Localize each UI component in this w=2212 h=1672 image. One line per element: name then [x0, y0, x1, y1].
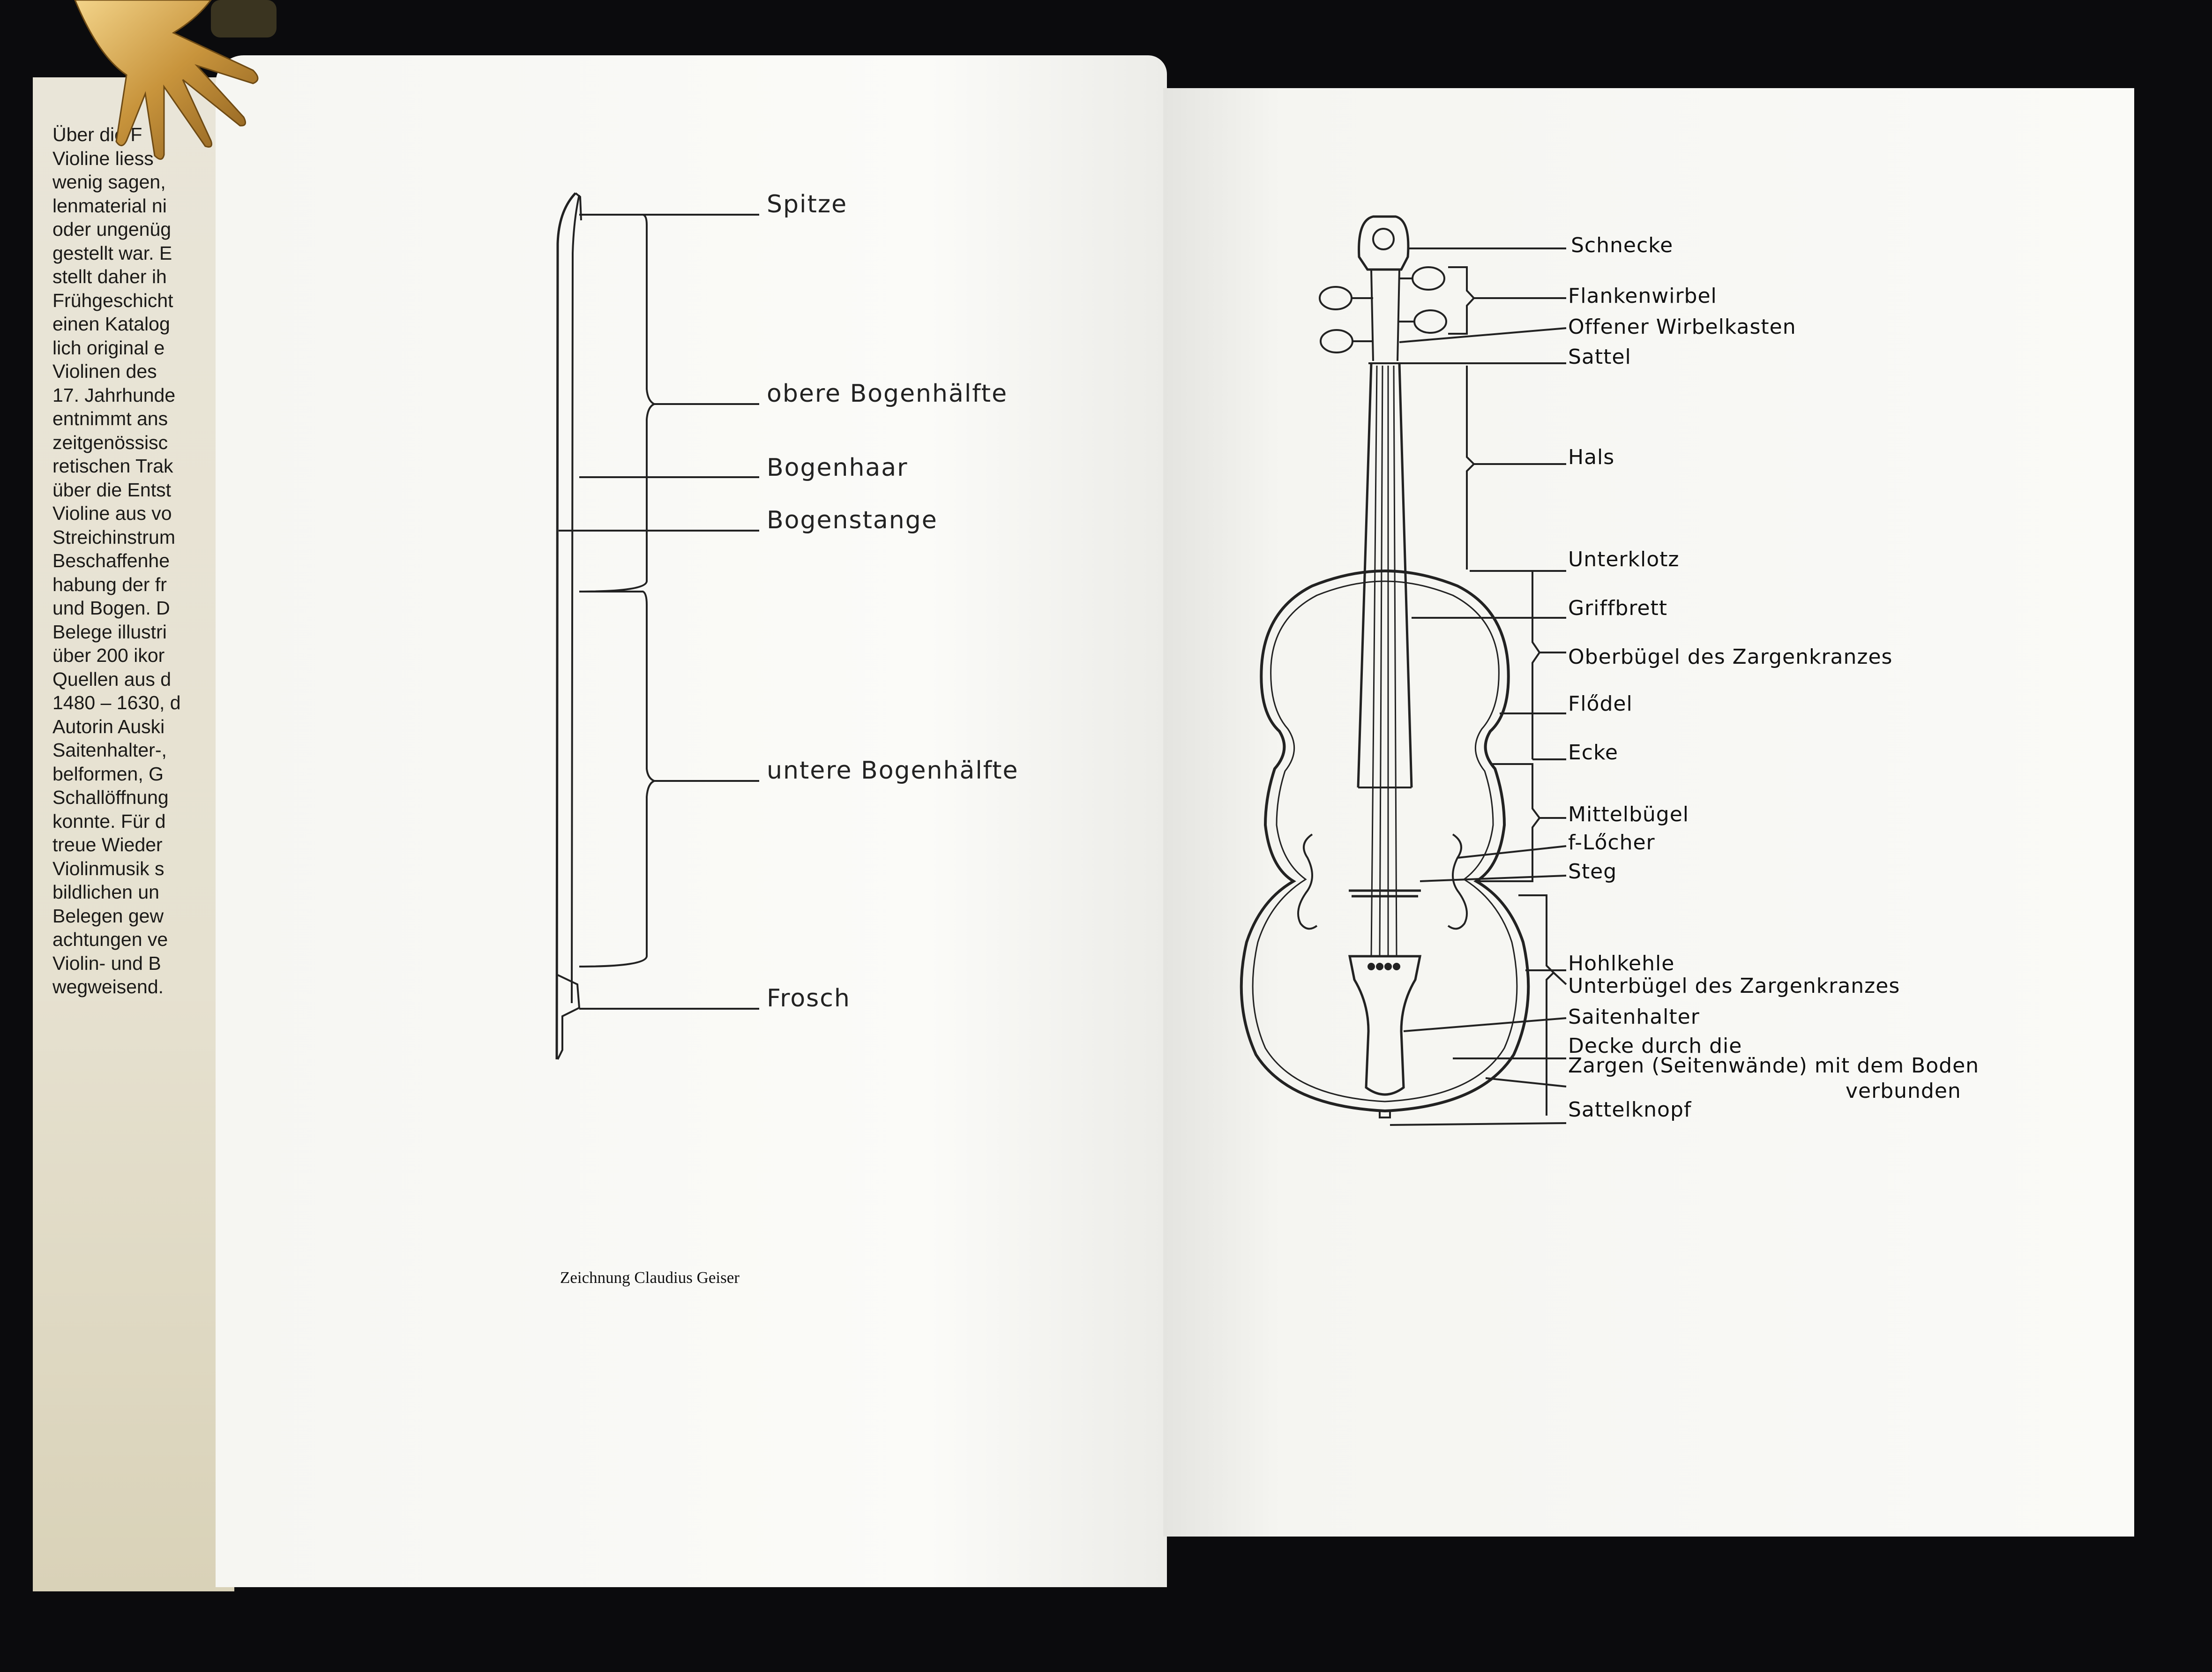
label-floedel: Flődel — [1568, 692, 1633, 716]
label-unterklotz: Unterklotz — [1568, 547, 1680, 571]
bow-bracket-lower — [579, 592, 654, 967]
back-text-line: gestellt war. E — [52, 242, 172, 264]
back-text-line: Belegen gew — [52, 905, 164, 927]
back-text-line: Violinmusik s — [52, 857, 164, 879]
back-text-line: und Bogen. D — [52, 597, 170, 619]
bow-bracket-upper — [579, 215, 654, 592]
back-text-line: Violinen des — [52, 360, 157, 382]
back-text-line: lenmaterial ni — [52, 195, 167, 217]
back-text-line: habung der fr — [52, 573, 167, 595]
label-sattel: Sattel — [1568, 345, 1631, 369]
back-text-line: Violin- und B — [52, 952, 161, 974]
label-offener-wirbelkasten: Offener Wirbelkasten — [1568, 315, 1796, 339]
violin-tailpiece — [1350, 956, 1420, 1095]
bow-frog — [558, 975, 579, 1059]
back-text-line: Frühgeschicht — [52, 289, 173, 311]
back-text-line: Belege illustri — [52, 621, 167, 643]
violin-f-hole-left — [1298, 834, 1317, 929]
back-text-line: retischen Trak — [52, 455, 173, 477]
back-text-line: lich original e — [52, 337, 165, 359]
back-text-line: treue Wieder — [52, 834, 163, 855]
label-sattelknopf: Sattelknopf — [1568, 1098, 1692, 1122]
back-text-line: oder ungenüg — [52, 218, 172, 240]
back-text-line: über 200 ikor — [52, 645, 165, 666]
label-zargen: Zargen (Seitenwände) mit dem Boden — [1568, 1054, 1980, 1078]
back-text-line: Violine aus vo — [52, 502, 172, 524]
violin-purfling — [1253, 581, 1517, 1102]
label-unterbuegel: Unterbügel des Zargenkranzes — [1568, 974, 1900, 998]
back-text-line: über die Entst — [52, 479, 171, 501]
label-mittelbuegel: Mittelbügel — [1568, 802, 1689, 826]
label-schnecke: Schnecke — [1571, 233, 1674, 257]
back-text-line: Violine liess — [52, 147, 154, 169]
back-text-line: achtungen ve — [52, 929, 168, 950]
label-hals: Hals — [1568, 445, 1615, 469]
back-text-line: wegweisend. — [52, 976, 164, 997]
back-text-line: Quellen aus d — [52, 668, 172, 690]
back-text-line: stellt daher ih — [52, 266, 167, 287]
label-griffbrett: Griffbrett — [1568, 596, 1668, 620]
violin-scroll-eye — [1373, 229, 1394, 249]
back-text-line: Autorin Auski — [52, 715, 165, 737]
violin-body — [1241, 571, 1529, 1111]
back-text-line: Über die F — [52, 124, 142, 145]
label-ecke: Ecke — [1568, 741, 1618, 765]
back-text-line: einen Katalog — [52, 313, 170, 335]
label-decke: Decke durch die — [1568, 1034, 1742, 1058]
back-text-line: wenig sagen, — [52, 171, 166, 193]
back-text-line: Schallöffnung — [52, 787, 169, 808]
label-spitze: Spitze — [767, 190, 848, 218]
violin-f-hole-right — [1448, 834, 1467, 929]
label-oberbuegel: Oberbügel des Zargenkranzes — [1568, 645, 1893, 669]
back-text-line: 17. Jahrhunde — [52, 384, 176, 406]
label-untere-bogenhaelfte: untere Bogenhälfte — [767, 757, 1019, 785]
label-f-loecher: f-Lőcher — [1568, 831, 1655, 855]
back-text-line: Saitenhalter-, — [52, 739, 167, 761]
back-text-line: konnte. Für d — [52, 810, 166, 832]
back-text-line: zeitgenössisc — [52, 431, 168, 453]
back-text-line: 1480 – 1630, d — [52, 692, 181, 713]
violin-neck — [1358, 363, 1412, 787]
back-text-line: bildlichen un — [52, 881, 159, 903]
label-verbunden: verbunden — [1846, 1079, 1961, 1103]
violin-scroll — [1359, 217, 1408, 270]
label-bogenhaar: Bogenhaar — [767, 454, 908, 482]
back-text-line: Streichinstrum — [52, 526, 176, 548]
back-text-line: Beschaffenhe — [52, 550, 170, 571]
bow-hair — [572, 195, 579, 1003]
back-text-line: belformen, G — [52, 763, 164, 785]
label-frosch: Frosch — [767, 984, 851, 1012]
label-saitenhalter: Saitenhalter — [1568, 1005, 1700, 1029]
violin-pegbox — [1371, 270, 1399, 361]
label-steg: Steg — [1568, 860, 1617, 884]
drawing-credit: Zeichnung Claudius Geiser — [560, 1268, 740, 1287]
label-obere-bogenhaelfte: obere Bogenhälfte — [767, 380, 1008, 408]
label-flankenwirbel: Flankenwirbel — [1568, 284, 1717, 308]
back-text-line: entnimmt ans — [52, 408, 168, 429]
violin-bridge — [1349, 891, 1421, 896]
label-hohlkehle: Hohlkehle — [1568, 952, 1675, 975]
label-bogenstange: Bogenstange — [767, 506, 938, 534]
